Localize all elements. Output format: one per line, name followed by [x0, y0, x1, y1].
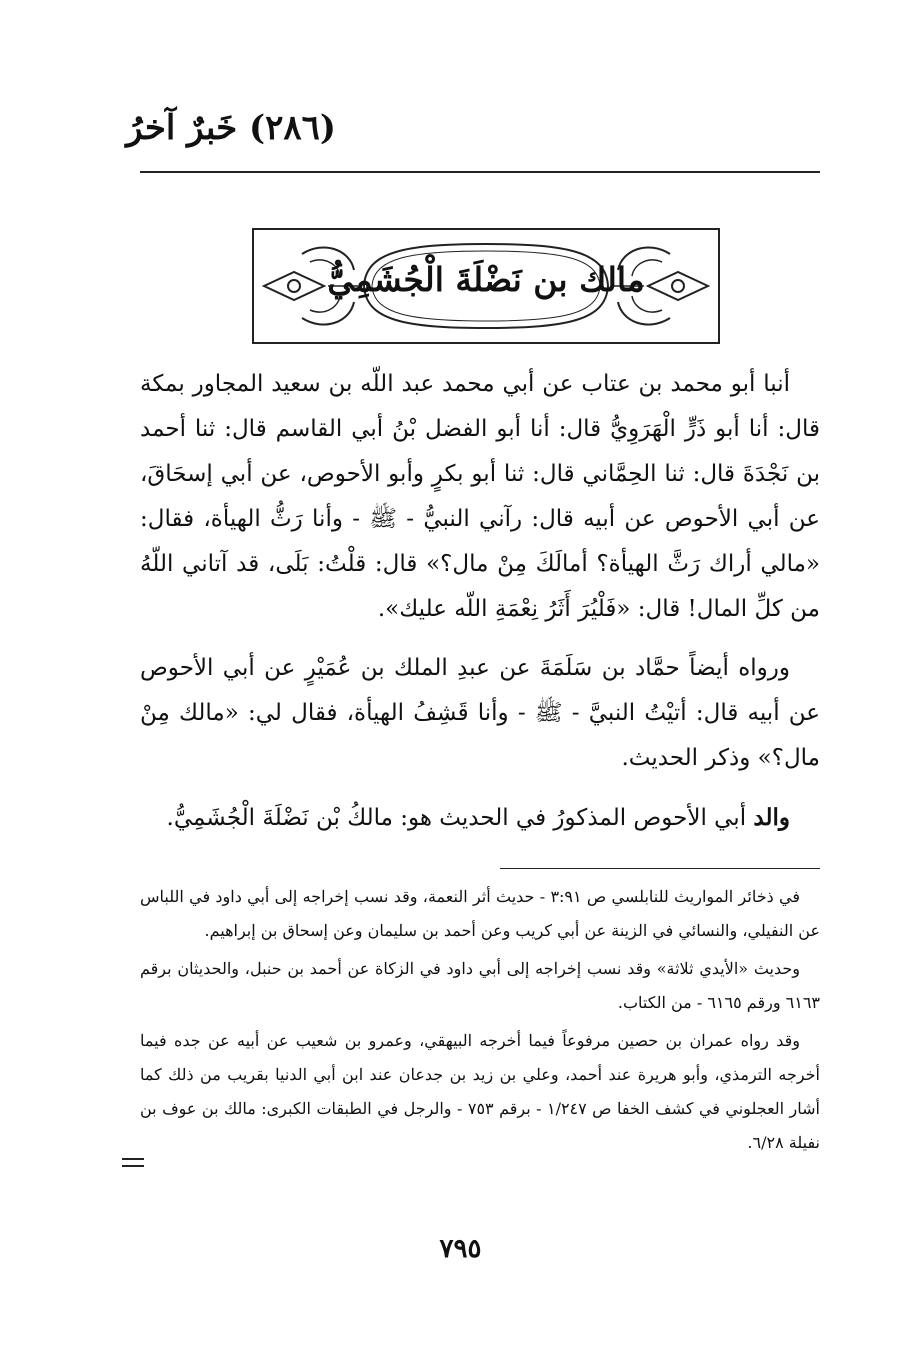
chapter-title: (٢٨٦) خَبرٌ آخرُ [126, 108, 336, 148]
footnotes [140, 880, 820, 1164]
footnote-1: في ذخائر المواريث للنابلسي ص ٣:٩١ - حديث أثر النعمة، وقد نسب إخراجه إلى أبي داود في اللباس عن النفيلي، والنسائي في الزينة عن أبي كريب وعن أحمد بن سليمان وعن إسحاق بن إبراهيم. [140, 887, 820, 940]
margin-mark-icon [122, 1158, 144, 1172]
title-banner [252, 228, 720, 344]
paragraph-3-lead: والد [753, 804, 790, 831]
footnote-2: وحديث «الأيدي ثلاثة» وقد نسب إخراجه إلى أبي داود في الزكاة عن أحمد بن حنبل، والحديثان برقم ٦١٦٣ ورقم ٦١٦٥ - من الكتاب. [140, 959, 820, 1012]
paragraph-3-rest: أبي الأحوص المذكورُ في الحديث هو: مالكُ بْن نَضْلَةَ الْجُشَمِيُّ. [166, 805, 754, 831]
paragraph-2: ورواه أيضاً حمَّاد بن سَلَمَةَ عن عبدِ الملك بن عُمَيْرٍ عن أبي الأحوص عن أبيه قال: أتيْتُ النبيَّ - ﷺ - وأنا قَشِفُ الهيأة، فقال لي: «مالك مِنْ مال؟» وذكر الحديث. [140, 655, 820, 771]
main-text [140, 362, 820, 855]
paragraph-1: أنبا أبو محمد بن عتاب عن أبي محمد عبد اللّه بن سعيد المجاور بمكة قال: أنا أبو ذَرٍّ الْهَرَوِيُّ قال: أنا أبو الفضل بْنُ أبي القاسم قال: ثنا أحمد بن نَجْدَةَ قال: ثنا الحِمَّاني قال: ثنا أبو بكرٍ وأبو الأحوص، عن أبي إسحَاقَ، عن أبي الأحوص عن أبيه قال: رآني النبيُّ - ﷺ - وأنا رَثُّ الهيأة، فقال: «مالي أراك رَثَّ الهيأة؟ أمالَكَ مِنْ مال؟» قال: قلْتُ: بَلَى، قد آتاني اللّهُ من كلِّ المال! قال: «فَلْيُرَ أَثَرُ نِعْمَةِ اللّه عليك». [140, 371, 820, 622]
footnote-separator [500, 868, 820, 869]
page-number: ٧٩٥ [439, 1234, 482, 1264]
paragraph-3 [140, 795, 820, 841]
header-rule [140, 171, 820, 173]
banner-title: مالك بن نَضْلَةَ الْجُشَمِيُّ [327, 260, 645, 299]
footnote-3: وقد رواه عمران بن حصين مرفوعاً فيما أخرجه البيهقي، وعمرو بن شعيب عن أبيه عن جده فيما أخرجه الترمذي، وأبو هريرة عند أحمد، وعلي بن زيد بن جدعان عند ابن أبي الدنيا بقريب من ذلك كما أشار العجلوني في كشف الخفا ص ١/٢٤٧ - برقم ٧٥٣ - والرجل في الطبقات الكبرى: مالك بن عوف بن نفيلة ٦/٢٨. [140, 1031, 821, 1152]
